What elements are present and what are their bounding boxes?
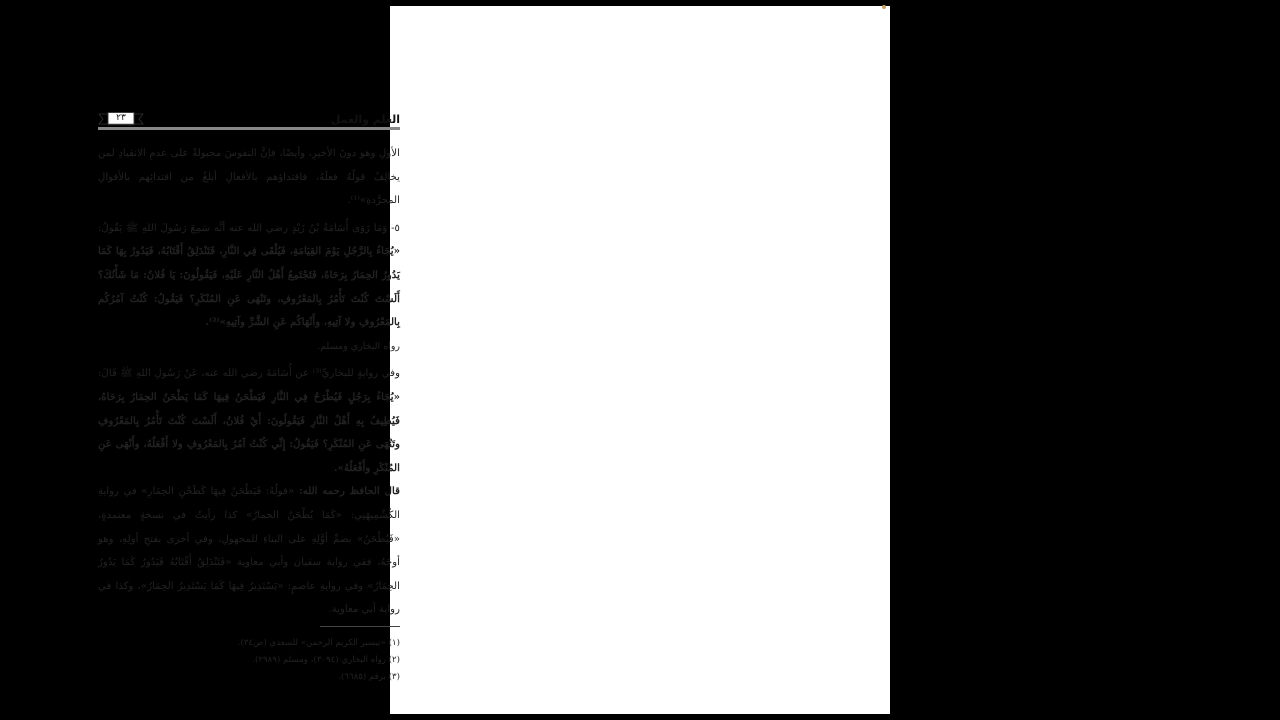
page-header [98, 106, 400, 130]
hadith-intro: ٥- وَمَا رَوَى أُسَامَةُ بْنُ زَيْدٍ رضي الله عنه أنَّه سَمِعَ رَسُولَ اللهِ ﷺ يَقُولُ: [98, 222, 400, 234]
commentary-intro: قال الحافظ رحمه الله: [294, 485, 400, 498]
page-content [98, 106, 400, 686]
running-title: العلم والعمل [330, 113, 400, 126]
page-corner-mark [882, 5, 886, 9]
document-page [390, 6, 890, 714]
footnote-rule [320, 626, 400, 627]
header-rule [98, 127, 400, 130]
hadith-paragraph [98, 217, 400, 335]
paragraph: الأولِ وهو دونَ الأخيرِ، وأيضًا، فإنَّ النفوسَ مجبولةٌ على عدمِ الانقيادِ لمن يخالِفُ قولُهُ فعلَهُ، فاقتداؤهم بالأفعالِ أبلغُ من اقتدائِهم بالأقوالِ المجرَّدةِ»⁽¹⁾. [98, 148, 400, 207]
commentary-paragraph [98, 480, 400, 622]
hadith-text: «يُجَاءُ بِرَجُلٍ فَيُطْرَحُ فِي النَّارِ فَيَطْحَنُ فِيهَا كَمَا يَطْحَنُ الحِمَارُ بِرَحَاهُ، فَيُطِيفُ بِهِ أَهْلُ النَّارِ فَيَقُولُونَ: أَيْ فُلانُ، أَلَسْتَ كُنْتَ تَأْمُرُ بِالمَعْرُوفِ وتَنْهَى عَنِ المُنْكَرِ؟ فَيَقُولُ: إِنِّي كُنْتُ آمُرُ بِالمَعْرُوفِ ولا أَفْعَلُهُ، وأَنْهَى عَنِ المُنْكَرِ وأَفْعَلُهُ». [98, 390, 400, 474]
page-number-badge [98, 112, 144, 126]
commentary-text: «قولُهُ: فَيَطْحَنُ فِيهَا كَطَحْنِ الحِمَارِ» في روايةِ الكُشْمِيهَنِي: «كَمَا يُطْحَنُ الحمارُ» كذا رأيتُ في نسخةٍ معتمدةٍ، «فَيُطْحَنُ» بضمِّ أوَّلِهِ على البناءِ للمجهولِ، وفي أخرى بفتحِ أولِهِ، وهو أوجَهُ، ففي رواية سفيان وأبي معاوية «فَتَنْدَلِقُ أَقْتَابُهُ فَيَدُورُ كَمَا يَدُورُ الحِمَارُ» وفي روايةِ عاصمٍ: «يَسْتَدِيرُ فِيهَا كَمَا يَسْتَدِيرُ الحِمَارُ»، وكذا في رواية أبي معاوية. [98, 486, 400, 616]
page-number: ٢٣ [116, 113, 126, 123]
hadith-text: «يُجَاءُ بِالرَّجُلِ يَوْمَ القِيَامَةِ، فَيُلْقَى فِي النَّارِ، فَتَنْدَلِقُ أَقْتَابُهُ، فَيَدُورُ بِهَا كَمَا يَدُورُ الحِمَارُ بِرَحَاهُ، فَتَجْتَمِعُ أَهْلُ النَّارِ عَلَيْهِ، فَيَقُولُونَ: يَا فُلانُ: مَا شَأْنُكَ؟ أَلَسْتَ كُنْتَ تَأْمُرُ بِالمَعْرُوفِ، وتَنْهَى عَنِ المُنْكَرِ؟ فَيَقُولُ: كُنْتُ آمُرُكُم بِالمَعْرُوفِ ولا آتِيهِ، وأَنْهَاكُم عَنِ الشَّرِّ وآتِيهِ»⁽²⁾. [98, 245, 400, 329]
footnote: (٣) برقم (٦٦٨٥). [338, 671, 400, 682]
source-note: رواه البخاري ومسلم. [317, 340, 400, 352]
footnote: (٢) رواه البخاري (٣٠٩٤)، ومسلم (٢٩٨٩). [252, 654, 400, 665]
hadith-paragraph [98, 362, 400, 480]
footnote: (١) «تيسير الكريم الرحمن» للسعدي (ص٣٤). [237, 637, 400, 648]
hadith-intro: وفي روايةٍ للبخاريِّ⁽³⁾ عن أُسَامَةَ رضي الله عنه، عَنْ رَسُولِ اللهِ ﷺ قَالَ: [98, 368, 400, 380]
